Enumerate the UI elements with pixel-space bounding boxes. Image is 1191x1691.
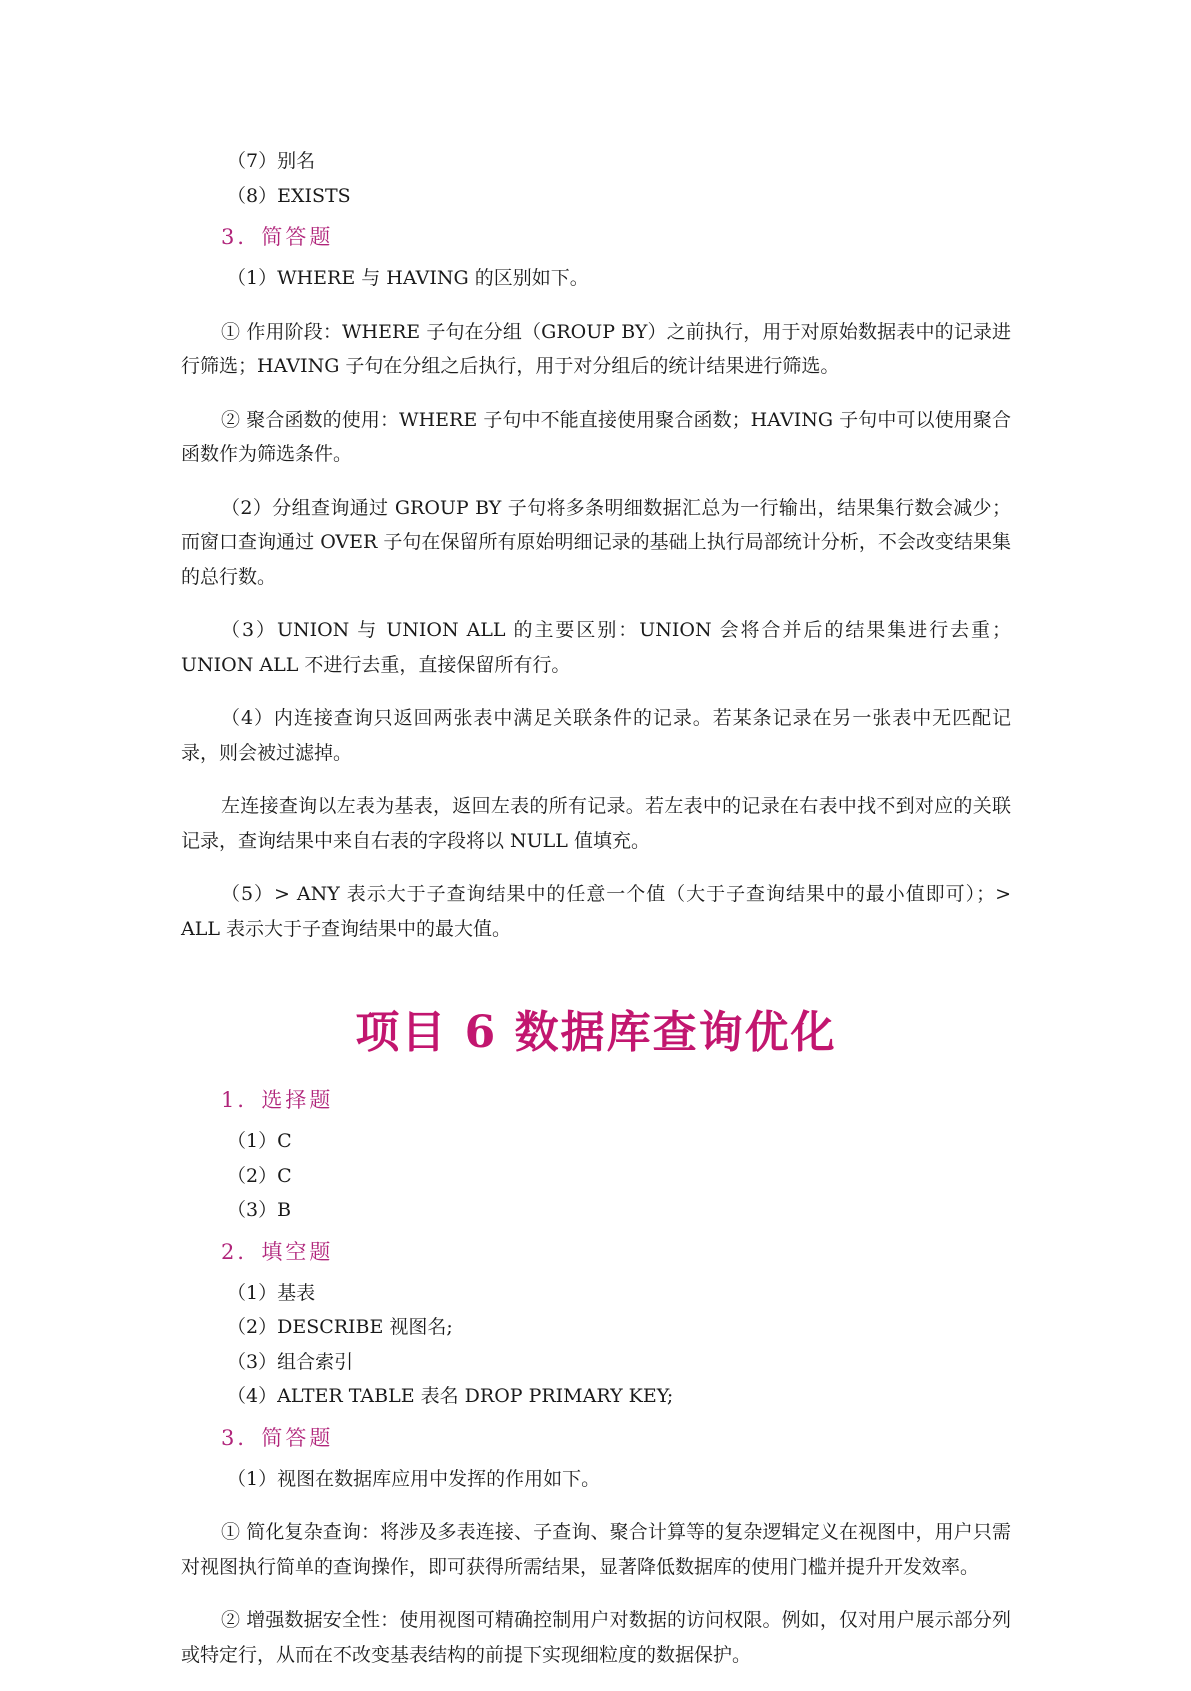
answer-paragraph: （3）UNION 与 UNION ALL 的主要区别：UNION 会将合并后的结果集进行去重；UNION ALL 不进行去重，直接保留所有行。	[181, 619, 1011, 676]
answer-paragraph: ① 简化复杂查询：将涉及多表连接、子查询、聚合计算等的复杂逻辑定义在视图中，用户只需对视图执行简单的查询操作，即可获得所需结果，显著降低数据库的使用门槛并提升开发效率。	[181, 1521, 1011, 1578]
short-answer-heading: 3．简答题	[221, 225, 334, 249]
answer-paragraph: ② 增强数据安全性：使用视图可精确控制用户对数据的访问权限。例如，仅对用户展示部分列或特定行，从而在不改变基表结构的前提下实现细粒度的数据保护。	[181, 1609, 1011, 1666]
answer-paragraph: ② 聚合函数的使用：WHERE 子句中不能直接使用聚合函数；HAVING 子句中可以使用聚合函数作为筛选条件。	[181, 408, 1011, 465]
answer-paragraph: ① 作用阶段：WHERE 子句在分组（GROUP BY）之前执行，用于对原始数据表中的记录进行筛选；HAVING 子句在分组之后执行，用于对分组后的统计结果进行筛选。	[181, 320, 1011, 377]
answer-line: （8）EXISTS	[227, 184, 351, 207]
answer-paragraph: 左连接查询以左表为基表，返回左表的所有记录。若左表中的记录在右表中找不到对应的关联记录，查询结果中来自右表的字段将以 NULL 值填充。	[181, 795, 1011, 852]
choice-answer: （2）C	[227, 1164, 292, 1187]
fill-answer: （2）DESCRIBE 视图名;	[227, 1316, 453, 1338]
fill-answer: （4）ALTER TABLE 表名 DROP PRIMARY KEY;	[227, 1385, 674, 1407]
answer-paragraph: （5）> ANY 表示大于子查询结果中的任意一个值（大于子查询结果中的最小值即可）；> ALL 表示大于子查询结果中的最大值。	[181, 883, 1011, 940]
choice-answer: （3）B	[227, 1199, 292, 1221]
fill-answer: （3）组合索引	[227, 1350, 354, 1373]
fill-answer: （1）基表	[227, 1281, 316, 1304]
page-content	[181, 144, 1011, 1691]
answer-paragraph: （4）内连接查询只返回两张表中满足关联条件的记录。若某条记录在另一张表中无匹配记录，则会被过滤掉。	[181, 707, 1011, 764]
answer-paragraph: （1）WHERE 与 HAVING 的区别如下。	[227, 267, 589, 289]
project-title: 项目 6 数据库查询优化	[355, 1007, 837, 1058]
answer-line: （7）别名	[227, 150, 316, 172]
answer-paragraph: （1）视图在数据库应用中发挥的作用如下。	[227, 1467, 601, 1490]
short-answer-heading: 3．简答题	[221, 1425, 334, 1450]
choice-heading: 1．选择题	[221, 1088, 334, 1112]
answer-paragraph: （2）分组查询通过 GROUP BY 子句将多条明细数据汇总为一行输出，结果集行数会减少；而窗口查询通过 OVER 子句在保留所有原始明细记录的基础上执行局部统计分析，不会改变结果集的总行数。	[181, 496, 1011, 588]
fill-heading: 2．填空题	[221, 1239, 334, 1264]
choice-answer: （1）C	[227, 1130, 292, 1152]
